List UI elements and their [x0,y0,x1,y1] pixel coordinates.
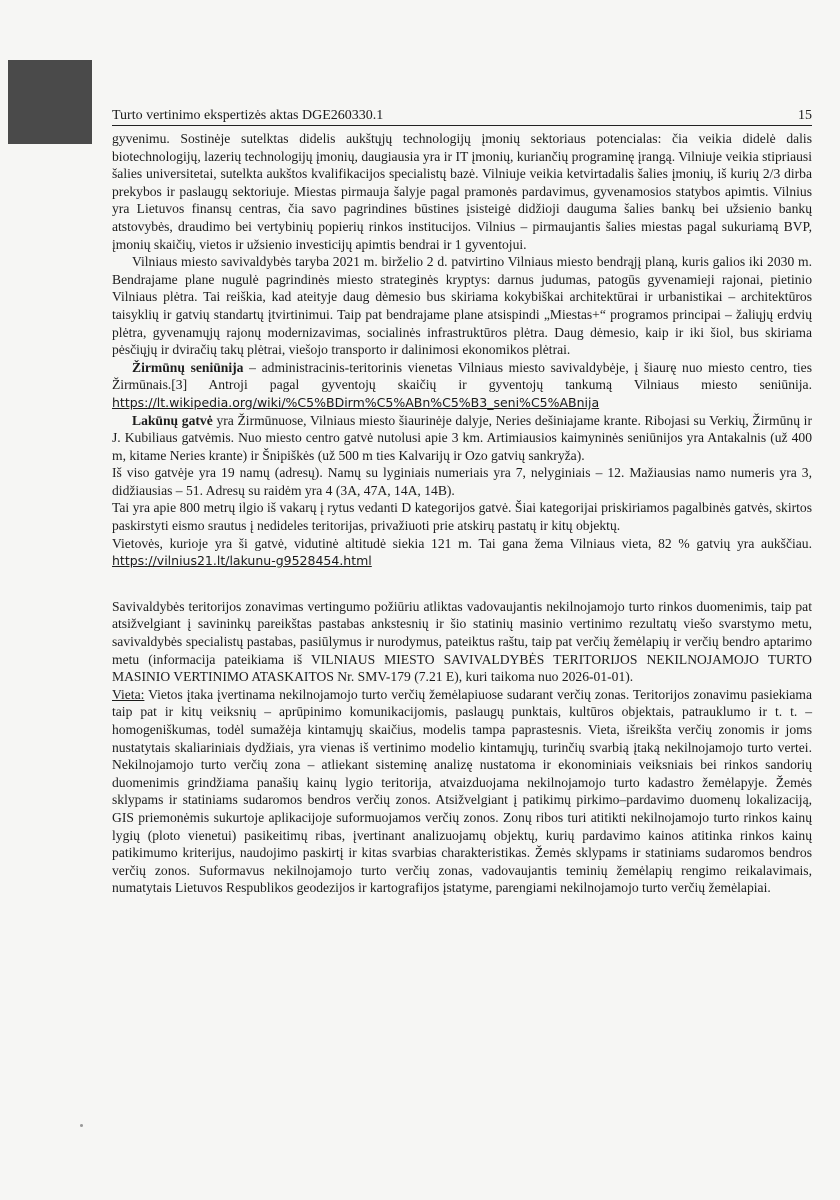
paragraph-addresses: Iš viso gatvėje yra 19 namų (adresų). Namų su lyginiais numeriais yra 7, nelyginiais – 12. Mažiausias namo numeris yra 3, didžiausias – 51. Adresų su raidėm yra 4 (3A, 47A, 14A, 14B). [112,465,812,498]
paragraph-gap [112,570,812,598]
zirmunai-wiki-link[interactable]: https://lt.wikipedia.org/wiki/%C5%BDirm%C5%ABn%C5%B3_seni%C5%ABnija [112,394,600,410]
document-title: Turto vertinimo ekspertizės aktas DGE260330.1 [112,108,384,123]
altitude-text: Vietovės, kurioje yra ši gatvė, vidutinė altitudė siekia 121 m. Tai gana žema Vilniaus vieta, 82 % gatvių yra aukščiau. [112,535,812,551]
zirmunai-heading: Žirmūnų seniūnija [132,359,244,375]
paragraph-altitude [112,535,812,570]
paragraph-lakunu-street [112,412,812,465]
paragraph-general-plan: Vilniaus miesto savivaldybės taryba 2021 m. birželio 2 d. patvirtino Vilniaus miesto bendrąjį planą, kuris galios iki 2030 m. Bendrajame plane nugulė pagrindinės miesto strateginės kryptys: darnus judumas, patogūs gyvenamieji rajonai, pietinio Vilniaus plėtra. Tai reiškia, kad ateityje daug dėmesio bus skiriama kokybiškai architektūrai ir urbanistikai – architektūros taisyklių ir gatvių standartų įtvirtinimui. Taip pat bendrajame plane atsispindi „Miestas+“ programos principai – žaliųjų erdvių plėtra, gyvenamųjų rajonų modernizavimas, socialinės infrastruktūros plėtra. Daug dėmesio, kaip ir iki šiol, bus skiriama pėsčiųjų ir dviračių takų plėtrai, viešojo transporto ir dalinimosi ekonomikos plėtrai. [112,254,812,358]
paragraph-street-category: Tai yra apie 800 metrų ilgio iš vakarų į rytus vedanti D kategorijos gatvė. Šiai kategorijai priskiriamos pagalbinės gatvės, skirtos paskirstyti eismo srautus į nedideles teritorijas, privažiuoti prie atskirų pastatų ir kitų objektų. [112,500,812,534]
location-label: Vieta: [112,686,145,702]
paragraph-economy: gyvenimu. Sostinėje sutelktas didelis aukštųjų technologijų įmonių sektoriaus potencialas: čia veikia didelė dalis biotechnologijų, lazerių technologijų įmonių, daugiausia yra ir IT įmonių, kuriančių programinę įrangą. Vilniuje veikia stipriausi šalies universitetai, sutelkta aukštos kvalifikacijos specialistų bazė. Vilniuje veikia ketvirtadalis šalies įmonių, iš kurių 2/3 dirba prekybos ir paslaugų sektoriuje. Miestas pirmauja šalyje pagal pramonės pardavimus, gyvenamosios statybos apimtis. Vilnius yra Lietuvos finansų centras, čia savo pagrindines būstines įsisteigė didžioji dauguma šalies bankų bei užsienio bankų atstovybės, draudimo bei vertybinių popierių rinkos institucijos. Vilnius – pirmaujantis šalies miestas pagal sukuriamą BVP, įmonių skaičių, vietos ir užsienio investicijų apimtis bendrai ir 1 gyventojui. [112,131,812,252]
scan-corner-mark [8,60,92,144]
zirmunai-text: – administracinis-teritorinis vienetas Vilniaus miesto savivaldybėje, į šiaurę nuo miesto centro, ties Žirmūnais.[3] Antroji pagal gyventojų skaičių ir gyventojų tankumą Vilniaus miesto seniūnija. [112,359,812,393]
paragraph-zirmunai [112,359,812,412]
vilnius21-link[interactable]: https://vilnius21.lt/lakunu-g9528454.html [112,553,372,569]
page-number: 15 [798,108,812,123]
paragraph-location [112,686,812,897]
paragraph-zoning: Savivaldybės teritorijos zonavimas vertingumo požiūriu atliktas vadovaujantis nekilnojamojo turto rinkos duomenimis, taip pat atsižvelgiant į savininkų pareikštas pastabas ankstesnių ir šio statinių masinio vertinimo rezultatų viešo svarstymo metu, savivaldybės specialistų pastabas, pasiūlymus ir nurodymus, pateiktus raštu, taip pat verčių žemėlapių ir verčių bendro aptarimo metu (informacija pateikiama iš VILNIAUS MIESTO SAVIVALDYBĖS TERITORIJOS NEKILNOJAMOJO TURTO MASINIO VERTINIMO ATASKAITOS Nr. SMV-179 (7.21 E), kuri taikoma nuo 2026-01-01). [112,598,812,685]
document-body [112,130,812,897]
location-text: Vietos įtaka įvertinama nekilnojamojo turto verčių žemėlapiuose sudarant verčių zonas. Teritorijos zonavimu pasiekiama taip pat ir kitų veiksnių – aprūpinimo komunikacijomis, paslaugų punktais, kultūros objektais, patrauklumo ir t. t. – homogeniškumas, todėl sumažėja kintamųjų skaičius, modelis tampa paprastesnis. Vieta, išreikšta verčių zonomis ir joms nustatytais skaliariniais dydžiais, yra vienas iš vertinimo modelio kintamųjų, turinčių svarbią įtaką nekilnojamojo turto vertei. Nekilnojamojo turto verčių zona – atliekant sisteminę analizę nustatoma ir ekonominiais veiksniais bei rinkos sandorių duomenimis grindžiama panašių kainų lygio teritorija, atvaizduojama nekilnojamojo turto kadastro žemėlapyje. Žemės sklypams ir statiniams sudaromos bendros verčių zonos. Atsižvelgiant į patikimų pirkimo–pardavimo duomenų lokalizaciją, GIS priemonėmis sukurtoje aplikacijoje suformuojamos verčių zonos. Zonų ribos turi atitikti nekilnojamojo turto rinkos kainų lygių (ploto vienetui) pasikeitimų ribas, įvertinant analizuojamų objektų, kurių pardavimo kainos atitinka rinkos kainų patikimumo kriterijus, naudojimo paskirtį ir kitas svarbias charakteristikas. Žemės sklypams ir statiniams sudaromos bendros verčių zonos. Suformavus nekilnojamojo turto verčių zonas, vadovaujantis teminių žemėlapių rengimo reikalavimais, numatytais Lietuvos Respublikos geodezijos ir kartografijos įstatyme, parengiami nekilnojamojo turto verčių žemėlapiai. [112,686,812,896]
page-header [112,108,812,126]
lakunu-text: yra Žirmūnuose, Vilniaus miesto šiaurinėje dalyje, Neries dešiniajame krante. Ribojasi su Verkių, Žirmūnų ir J. Kubiliaus gatvėmis. Nuo miesto centro gatvė nutolusi apie 3 km. Artimiausios kaimyninės seniūnijos yra Antakalnis (už 400 m, kitame Neries krante) ir Šnipiškės (už 500 m ties Kalvarijų ir Ozo gatvių sankryža). [112,412,812,463]
lakunu-heading: Lakūnų gatvė [132,412,213,428]
scan-speck [80,1124,83,1127]
